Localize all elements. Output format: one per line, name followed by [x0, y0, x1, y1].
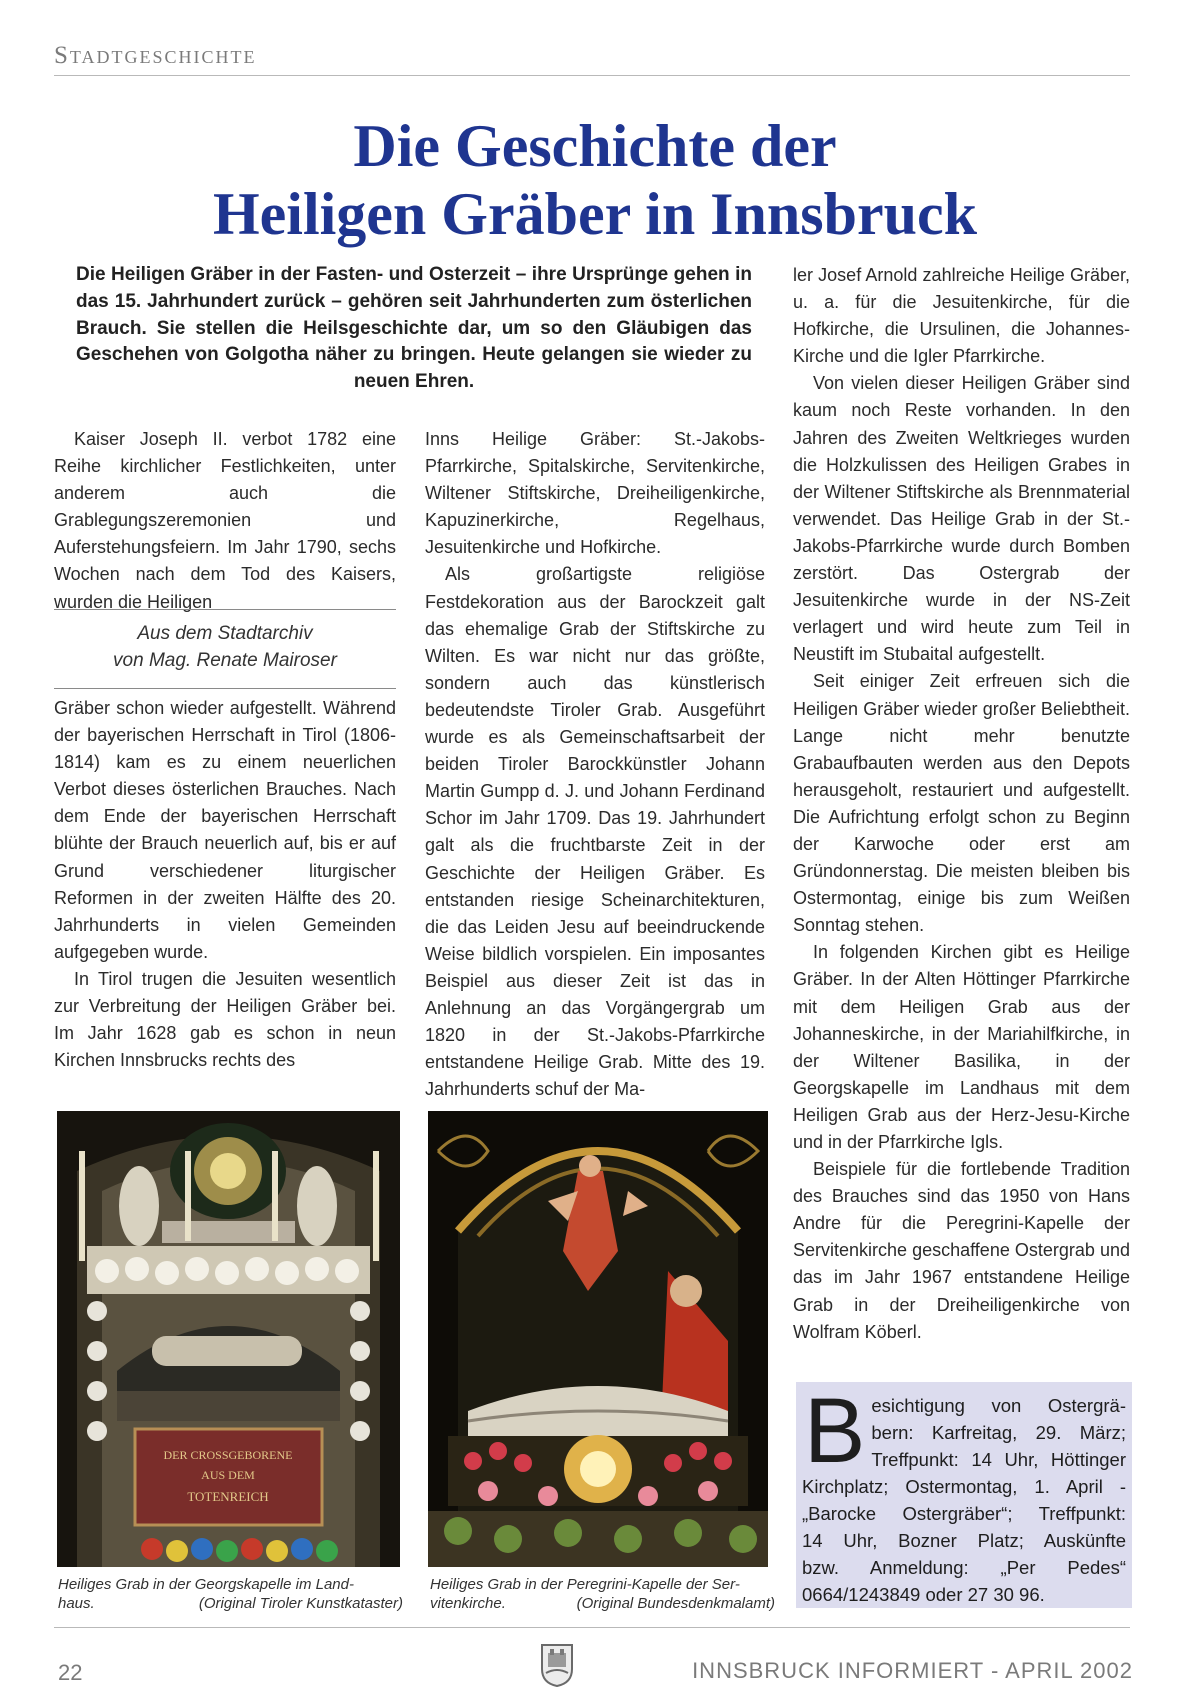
col1-paragraph-1: Kaiser Joseph II. verbot 1782 eine Reihe kirchlicher Festlichkeiten, unter anderem auch die Grablegungszeremonien und Auferstehungsfeiern. Im Jahr 1790, sechs Wochen nach dem Tod des Kaisers, wurden die Heiligen: [54, 429, 396, 612]
page-number: 22: [58, 1660, 83, 1685]
top-rule: [54, 75, 1130, 76]
col3-paragraph-3: Seit einiger Zeit erfreuen sich die Heiligen Gräber wieder großer Beliebtheit. Lange nicht mehr benutzte Grabaufbauten werden aus den Depots herausgeholt, restauriert und aufgestellt. Die Aufrichtung erfolgt schon zu Beginn der Karwoche oder erst am Gründonnerstag. Die meisten bleiben bis Ostermontag, einige bis zum Weißen Sonntag stehen.: [793, 671, 1130, 936]
caption-1-line-2a: haus.: [58, 1595, 95, 1612]
col3-paragraph-5: Beispiele für die fortlebende Tradition des Brauches sind das 1950 von Hans Andre für die Peregrini-Kapelle der Servitenkirche geschaffene Ostergrab und das im Jahr 1967 entstandene Heilige Grab in der Dreiheiligenkirche von Wolfram Köberl.: [793, 1159, 1130, 1342]
info-line-2: bern: Karfreitag, 29. März;: [871, 1422, 1126, 1443]
col3-paragraph-1: ler Josef Arnold zahlreiche Heilige Gräber, u. a. für die Jesuitenkirche, für die Hofkirche, die Ursulinen, die Johannes-Kirche und die Igler Pfarrkirche.: [793, 265, 1130, 367]
info-line-4: Kirchplatz; Ostermontag, 1. April -: [802, 1476, 1126, 1497]
caption-2-line-1: Heiliges Grab in der Peregrini-Kapelle der Ser-: [430, 1576, 740, 1593]
column-1-bottom: [54, 695, 396, 1074]
caption-2-line-2a: vitenkirche.: [430, 1595, 506, 1612]
col2-paragraph-1: Inns Heilige Gräber: St.-Jakobs-Pfarrkirche, Spitalskirche, Servitenkirche, Wiltener Stiftskirche, Dreiheiligenkirche, Kapuzinerkirche, Regelhaus, Jesuitenkirche und Hofkirche.: [425, 429, 765, 558]
section-label: Stadtgeschichte: [54, 42, 257, 69]
publication-footer: INNSBRUCK INFORMIERT - APRIL 2002: [692, 1658, 1133, 1683]
plaque-line-3: TOTENREICH: [187, 1489, 269, 1504]
author-box: [54, 609, 396, 689]
info-line-3: Treffpunkt: 14 Uhr, Höttinger: [871, 1449, 1126, 1470]
info-line-6: 14 Uhr, Bozner Platz; Auskünfte: [802, 1530, 1126, 1551]
caption-photo-2: [430, 1575, 775, 1613]
info-line-5: „Barocke Ostergräber“; Treffpunkt:: [802, 1503, 1126, 1524]
col3-paragraph-4: In folgenden Kirchen gibt es Heilige Gräber. In der Alten Höttinger Pfarrkirche mit dem Heiligen Grab aus der Johanneskirche, in der Mariahilfkirche, in der Wiltener Basilika, in der Georgskapelle im Landhaus mit dem Heiligen Grab aus der Herz-Jesu-Kirche und in der Pfarrkirche Igls.: [793, 942, 1130, 1152]
article-lead: Die Heiligen Gräber in der Fasten- und Osterzeit – ihre Ursprünge gehen in das 15. Jahrhundert zurück – gehören seit Jahrhunderten zum österlichen Brauch. Sie stellen die Heilsgeschichte dar, um so den Gläubigen das Geschehen von Golgotha näher zu bringen. Heute gelangen sie wieder zu neuen Ehren.: [76, 264, 752, 393]
city-emblem-icon: [540, 1643, 574, 1687]
caption-2-credit: (Original Bundesdenkmalamt): [576, 1595, 775, 1612]
photo-georgskapelle-illustration: [57, 1111, 400, 1567]
col3-paragraph-2: Von vielen dieser Heiligen Gräber sind kaum noch Reste vorhanden. In den Jahren des Zweiten Weltkrieges wurden die Holzkulissen des Heiligen Grabes in der Wiltener Stiftskirche als Brennmaterial verwendet. Das Heilige Grab in der St.-Jakobs-Pfarrkirche wurde durch Bomben zerstört. Das Ostergrab der Jesuitenkirche wurde in der NS-Zeit verlagert und wird heute zum Teil in Neustift im Stubaital aufgestellt.: [793, 373, 1130, 665]
title-line-2: Heiligen Gräber in Innsbruck: [212, 181, 977, 247]
author-line-2: von Mag. Renate Mairoser: [113, 650, 337, 671]
info-line-7: bzw. Anmeldung: „Per Pedes“: [802, 1557, 1126, 1578]
photo-peregrini-illustration: [428, 1111, 768, 1567]
tour-info-box: [796, 1382, 1132, 1608]
col2-paragraph-2: Als großartigste religiöse Festdekoration aus der Barockzeit galt das ehemalige Grab der Stiftskirche zu Wilten. Es war nicht nur das größte, sondern auch das künstlerisch bedeutendste Tiroler Grab. Ausgeführt wurde es als Gemeinschaftsarbeit der beiden Tiroler Barockkünstler Johann Martin Gumpp d. J. und Johann Ferdinand Schor im Jahr 1709. Das 19. Jahrhundert galt als die fruchtbarste Zeit in der Geschichte der Heiligen Gräber. Es entstanden riesige Scheinarchitekturen, die das Leiden Jesu auf beeindruckende Weise bildlich vorspielen. Ein imposantes Beispiel aus dieser Zeit ist das in Anlehnung an das Vorgängergrab um 1820 in der St.-Jakobs-Pfarrkirche entstandene Heilige Grab. Mitte des 19. Jahrhunderts schuf der Ma-: [425, 564, 765, 1100]
plaque-line-1: DER CROSSGEBORENE: [163, 1448, 293, 1462]
photo-peregrini-kapelle: [428, 1111, 768, 1567]
plaque-line-2: AUS DEM: [201, 1468, 255, 1482]
caption-1-credit: (Original Tiroler Kunstkataster): [198, 1595, 403, 1612]
title-line-1: Die Geschichte der: [353, 113, 837, 179]
column-1-top: [54, 426, 396, 616]
info-line-8: 0664/1243849 oder 27 30 96.: [802, 1584, 1045, 1605]
info-line-1: esichtigung von Ostergrä-: [871, 1395, 1126, 1416]
caption-photo-1: [58, 1575, 403, 1613]
bottom-rule: [54, 1627, 1130, 1628]
column-2: [425, 426, 765, 1103]
photo-georgskapelle: [57, 1111, 400, 1567]
column-3: [793, 262, 1130, 1346]
article-title: [60, 112, 1130, 248]
dropcap-letter: B: [804, 1380, 866, 1482]
col1-paragraph-3: In Tirol trugen die Jesuiten wesentlich zur Verbreitung der Heiligen Gräber bei. Im Jahr 1628 gab es schon in neun Kirchen Innsbrucks rechts des: [54, 968, 396, 1071]
author-line-1: Aus dem Stadtarchiv: [137, 623, 313, 644]
col1-paragraph-2: Gräber schon wieder aufgestellt. Während der bayerischen Herrschaft in Tirol (1806-1814) kam es zu einem neuerlichen Verbot dieses österlichen Brauches. Nach dem Ende der bayerischen Herrschaft blühte der Brauch neuerlich auf, bis er auf Grund verschiedener liturgischer Reformen in der zweiten Hälfte des 20. Jahrhunderts in vielen Gemeinden aufgegeben wurde.: [54, 698, 396, 962]
caption-1-line-1: Heiliges Grab in der Georgskapelle im Land-: [58, 1576, 354, 1593]
